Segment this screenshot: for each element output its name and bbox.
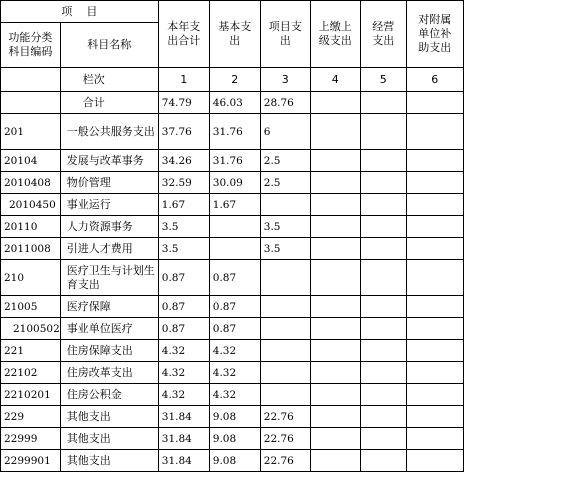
column-header-project: 项目支 出 bbox=[260, 1, 310, 68]
row-value bbox=[310, 114, 360, 150]
table-row bbox=[1, 216, 464, 238]
row-value bbox=[406, 362, 463, 384]
row-value bbox=[406, 318, 463, 340]
numbering-row bbox=[1, 68, 464, 92]
row-code: 21005 bbox=[1, 296, 61, 318]
numbering-label: 栏次 bbox=[60, 68, 158, 92]
row-value bbox=[406, 406, 463, 428]
row-code: 229 bbox=[1, 406, 61, 428]
row-name: 医疗卫生与计划生育支出 bbox=[60, 260, 158, 296]
row-code: 20104 bbox=[1, 150, 61, 172]
row-value: 31.84 bbox=[158, 428, 209, 450]
project-header: 项 目 bbox=[1, 1, 159, 23]
row-value bbox=[360, 172, 406, 194]
row-value bbox=[209, 216, 260, 238]
row-name: 住房保障支出 bbox=[60, 340, 158, 362]
row-value bbox=[310, 340, 360, 362]
row-name: 住房公积金 bbox=[60, 384, 158, 406]
numbering-cell: 1 bbox=[158, 68, 209, 92]
table-row bbox=[1, 362, 464, 384]
row-value bbox=[260, 260, 310, 296]
row-value: 31.84 bbox=[158, 406, 209, 428]
row-value bbox=[310, 406, 360, 428]
row-value: 3.5 bbox=[158, 238, 209, 260]
row-code: 22102 bbox=[1, 362, 61, 384]
row-value: 22.76 bbox=[260, 450, 310, 472]
column-header-remit: 上缴上 级支出 bbox=[310, 1, 360, 68]
row-value: 3.5 bbox=[260, 216, 310, 238]
row-value bbox=[360, 150, 406, 172]
row-code: 20110 bbox=[1, 216, 61, 238]
row-code: 221 bbox=[1, 340, 61, 362]
row-value: 3.5 bbox=[260, 238, 310, 260]
row-value bbox=[310, 194, 360, 216]
numbering-cell: 5 bbox=[360, 68, 406, 92]
table-row bbox=[1, 172, 464, 194]
row-value bbox=[260, 362, 310, 384]
row-value: 31.76 bbox=[209, 150, 260, 172]
row-code: 2210201 bbox=[1, 384, 61, 406]
row-value: 0.87 bbox=[158, 318, 209, 340]
row-value: 6 bbox=[260, 114, 310, 150]
row-value bbox=[360, 114, 406, 150]
numbering-code-cell bbox=[1, 68, 61, 92]
row-value bbox=[360, 340, 406, 362]
row-value: 2.5 bbox=[260, 172, 310, 194]
row-value bbox=[209, 238, 260, 260]
row-value: 22.76 bbox=[260, 428, 310, 450]
row-name: 其他支出 bbox=[60, 428, 158, 450]
total-value bbox=[406, 92, 463, 114]
name-header: 科目名称 bbox=[60, 23, 158, 68]
row-name: 医疗保障 bbox=[60, 296, 158, 318]
row-value bbox=[260, 340, 310, 362]
row-value: 0.87 bbox=[209, 318, 260, 340]
row-name: 其他支出 bbox=[60, 406, 158, 428]
row-value: 0.87 bbox=[158, 260, 209, 296]
row-name: 事业单位医疗 bbox=[60, 318, 158, 340]
row-code: 2011008 bbox=[1, 238, 61, 260]
row-value bbox=[310, 318, 360, 340]
row-value bbox=[360, 450, 406, 472]
row-value: 9.08 bbox=[209, 406, 260, 428]
row-value bbox=[310, 296, 360, 318]
table-row bbox=[1, 340, 464, 362]
row-value bbox=[260, 384, 310, 406]
row-value: 2.5 bbox=[260, 150, 310, 172]
row-name: 一般公共服务支出 bbox=[60, 114, 158, 150]
table-row bbox=[1, 296, 464, 318]
column-header-total: 本年支 出合计 bbox=[158, 1, 209, 68]
total-value: 46.03 bbox=[209, 92, 260, 114]
row-value bbox=[310, 428, 360, 450]
row-value: 9.08 bbox=[209, 428, 260, 450]
row-value: 34.26 bbox=[158, 150, 209, 172]
row-value bbox=[360, 384, 406, 406]
row-name: 人力资源事务 bbox=[60, 216, 158, 238]
row-value bbox=[406, 384, 463, 406]
row-value: 0.87 bbox=[158, 296, 209, 318]
row-code: 201 bbox=[1, 114, 61, 150]
row-value bbox=[406, 150, 463, 172]
row-value: 22.76 bbox=[260, 406, 310, 428]
table-row bbox=[1, 260, 464, 296]
total-label: 合计 bbox=[60, 92, 158, 114]
row-value bbox=[406, 216, 463, 238]
total-value bbox=[360, 92, 406, 114]
row-code: 2299901 bbox=[1, 450, 61, 472]
row-name: 引进人才费用 bbox=[60, 238, 158, 260]
numbering-cell: 2 bbox=[209, 68, 260, 92]
row-value bbox=[310, 216, 360, 238]
total-value bbox=[310, 92, 360, 114]
row-value bbox=[406, 172, 463, 194]
table-row bbox=[1, 406, 464, 428]
row-value: 37.76 bbox=[158, 114, 209, 150]
row-value bbox=[310, 238, 360, 260]
row-value: 4.32 bbox=[158, 340, 209, 362]
row-value bbox=[406, 114, 463, 150]
row-code: 210 bbox=[1, 260, 61, 296]
total-row bbox=[1, 92, 464, 114]
row-value bbox=[360, 318, 406, 340]
row-value bbox=[360, 194, 406, 216]
column-header-basic: 基本支 出 bbox=[209, 1, 260, 68]
row-name: 住房改革支出 bbox=[60, 362, 158, 384]
header-row-top bbox=[1, 1, 464, 23]
row-value: 0.87 bbox=[209, 296, 260, 318]
row-value: 9.08 bbox=[209, 450, 260, 472]
row-name: 事业运行 bbox=[60, 194, 158, 216]
column-header-operating: 经营 支出 bbox=[360, 1, 406, 68]
row-value bbox=[310, 450, 360, 472]
row-value bbox=[360, 362, 406, 384]
row-value bbox=[360, 260, 406, 296]
row-value bbox=[406, 194, 463, 216]
row-code: 2100502 bbox=[1, 318, 61, 340]
column-header-subsidy: 对附属 单位补 助支出 bbox=[406, 1, 463, 68]
table-row bbox=[1, 384, 464, 406]
total-code-cell bbox=[1, 92, 61, 114]
row-value bbox=[260, 318, 310, 340]
numbering-cell: 6 bbox=[406, 68, 463, 92]
row-code: 2010408 bbox=[1, 172, 61, 194]
row-value bbox=[260, 296, 310, 318]
row-value: 31.76 bbox=[209, 114, 260, 150]
table-row bbox=[1, 150, 464, 172]
row-code: 22999 bbox=[1, 428, 61, 450]
row-value bbox=[360, 428, 406, 450]
row-value: 4.32 bbox=[209, 384, 260, 406]
row-value bbox=[310, 260, 360, 296]
numbering-cell: 4 bbox=[310, 68, 360, 92]
row-value: 32.59 bbox=[158, 172, 209, 194]
row-value bbox=[260, 194, 310, 216]
row-value bbox=[406, 428, 463, 450]
table-row bbox=[1, 238, 464, 260]
table-row bbox=[1, 194, 464, 216]
row-value bbox=[406, 340, 463, 362]
row-value bbox=[360, 296, 406, 318]
row-name: 物价管理 bbox=[60, 172, 158, 194]
row-name: 其他支出 bbox=[60, 450, 158, 472]
row-value bbox=[310, 384, 360, 406]
row-value: 3.5 bbox=[158, 216, 209, 238]
row-value: 0.87 bbox=[209, 260, 260, 296]
row-value bbox=[360, 406, 406, 428]
numbering-cell: 3 bbox=[260, 68, 310, 92]
row-value bbox=[360, 238, 406, 260]
row-value: 4.32 bbox=[158, 362, 209, 384]
row-value: 30.09 bbox=[209, 172, 260, 194]
row-value: 1.67 bbox=[209, 194, 260, 216]
table-row bbox=[1, 450, 464, 472]
row-value: 1.67 bbox=[158, 194, 209, 216]
row-value bbox=[406, 260, 463, 296]
row-value bbox=[310, 362, 360, 384]
table-row bbox=[1, 428, 464, 450]
row-value bbox=[406, 296, 463, 318]
row-value bbox=[310, 172, 360, 194]
total-value: 74.79 bbox=[158, 92, 209, 114]
table-row bbox=[1, 318, 464, 340]
row-value: 4.32 bbox=[209, 362, 260, 384]
row-value bbox=[360, 216, 406, 238]
row-value: 4.32 bbox=[158, 384, 209, 406]
table-row bbox=[1, 114, 464, 150]
row-name: 发展与改革事务 bbox=[60, 150, 158, 172]
code-header: 功能分类 科目编码 bbox=[1, 23, 61, 68]
row-code: 2010450 bbox=[1, 194, 61, 216]
row-value bbox=[406, 450, 463, 472]
row-value: 4.32 bbox=[209, 340, 260, 362]
row-value: 31.84 bbox=[158, 450, 209, 472]
row-value bbox=[310, 150, 360, 172]
total-value: 28.76 bbox=[260, 92, 310, 114]
row-value bbox=[406, 238, 463, 260]
